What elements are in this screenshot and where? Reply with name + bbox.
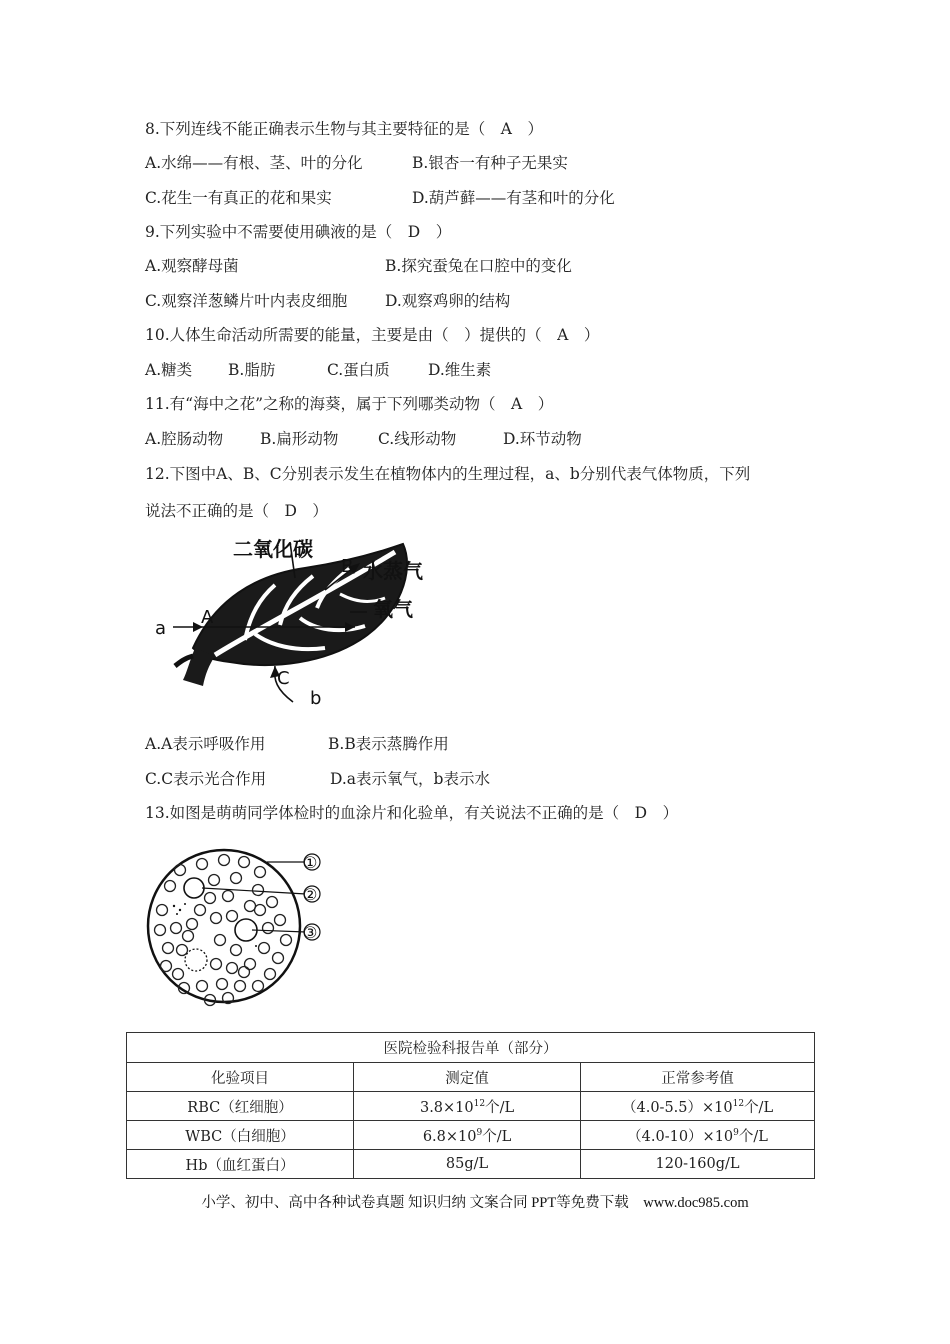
table-row bbox=[127, 1150, 815, 1179]
q12-stem-line2: 说法不正确的是（ D ） bbox=[145, 502, 328, 520]
q10-option-b: B.脂肪 bbox=[228, 361, 276, 379]
q11-option-c: C.线形动物 bbox=[378, 430, 457, 448]
q13-stem: 13.如图是萌萌同学体检时的血涂片和化验单，有关说法不正确的是（ D ） bbox=[145, 804, 679, 822]
q12-stem-line1: 12.下图中A、B、C分别表示发生在植物体内的生理过程，a、b分别代表气体物质，下列 bbox=[145, 465, 751, 483]
table-row bbox=[127, 1121, 815, 1150]
header-reference: 正常参考值 bbox=[581, 1063, 815, 1092]
label-oxygen: 氧气 bbox=[373, 597, 413, 621]
table-row bbox=[127, 1092, 815, 1121]
q10-option-c: C.蛋白质 bbox=[327, 361, 390, 379]
label-1: ① bbox=[303, 853, 318, 872]
row-value: $6.8\times 10^9$个/L bbox=[354, 1121, 581, 1150]
label-b: b bbox=[310, 688, 322, 709]
row-item: RBC（红细胞） bbox=[127, 1092, 354, 1121]
q9-option-b: B.探究蚕兔在口腔中的变化 bbox=[385, 257, 572, 275]
q12-option-b: B.B表示蒸腾作用 bbox=[328, 735, 449, 753]
label-B: B bbox=[341, 556, 354, 577]
lab-report-table bbox=[126, 1032, 815, 1179]
header-item: 化验项目 bbox=[127, 1063, 354, 1092]
label-C: C bbox=[277, 668, 290, 689]
q9-option-a: A.观察酵母菌 bbox=[145, 257, 239, 275]
row-reference: $(4.0-5.5)\times 10^{12}$个/L bbox=[581, 1092, 815, 1121]
row-value: 85g/L bbox=[354, 1150, 581, 1179]
label-co2: 二氧化碳 bbox=[233, 537, 313, 561]
q11-option-a: A.腔肠动物 bbox=[145, 430, 224, 448]
label-water-vapor: 水蒸气 bbox=[363, 559, 423, 583]
q8-option-b: B.银杏一有种子无果实 bbox=[412, 154, 568, 172]
q12-option-a: A.A表示呼吸作用 bbox=[145, 735, 266, 753]
report-title: 医院检验科报告单（部分） bbox=[127, 1033, 815, 1063]
q8-stem: 8.下列连线不能正确表示生物与其主要特征的是（ A ） bbox=[145, 120, 543, 138]
label-3: ③ bbox=[303, 923, 318, 942]
q9-option-c: C.观察洋葱鳞片叶内表皮细胞 bbox=[145, 292, 348, 310]
label-a: a bbox=[155, 618, 167, 639]
leaf-diagram bbox=[145, 530, 445, 715]
q9-option-d: D.观察鸡卵的结构 bbox=[385, 292, 511, 310]
row-item: WBC（白细胞） bbox=[127, 1121, 354, 1150]
header-value: 测定值 bbox=[354, 1063, 581, 1092]
row-reference: $(4.0-10)\times 10^9$个/L bbox=[581, 1121, 815, 1150]
q12-option-c: C.C表示光合作用 bbox=[145, 770, 267, 788]
row-value: $3.8\times 10^{12}$个/L bbox=[354, 1092, 581, 1121]
q11-option-b: B.扁形动物 bbox=[260, 430, 339, 448]
q12-option-d: D.a表示氧气，b表示水 bbox=[330, 770, 490, 788]
label-A: A bbox=[201, 607, 214, 628]
row-reference: 120-160g/L bbox=[581, 1150, 815, 1179]
label-2: ② bbox=[303, 885, 318, 904]
q10-option-d: D.维生素 bbox=[428, 361, 492, 379]
q8-option-d: D.葫芦藓——有茎和叶的分化 bbox=[412, 189, 615, 207]
row-item: Hb（血红蛋白） bbox=[127, 1150, 354, 1179]
q10-stem: 10.人体生命活动所需要的能量，主要是由（ ）提供的（ A ） bbox=[145, 326, 600, 344]
q8-option-c: C.花生一有真正的花和果实 bbox=[145, 189, 332, 207]
q10-option-a: A.糖类 bbox=[145, 361, 193, 379]
page-footer: 小学、初中、高中各种试卷真题 知识归纳 文案合同 PPT等免费下载 www.doc985.com bbox=[201, 1195, 749, 1211]
q11-stem: 11.有“海中之花”之称的海葵，属于下列哪类动物（ A ） bbox=[145, 395, 554, 413]
q8-option-a: A.水绵——有根、茎、叶的分化 bbox=[145, 154, 363, 172]
q9-stem: 9.下列实验中不需要使用碘液的是（ D ） bbox=[145, 223, 452, 241]
q11-option-d: D.环节动物 bbox=[503, 430, 582, 448]
blood-smear-diagram bbox=[140, 840, 340, 1015]
